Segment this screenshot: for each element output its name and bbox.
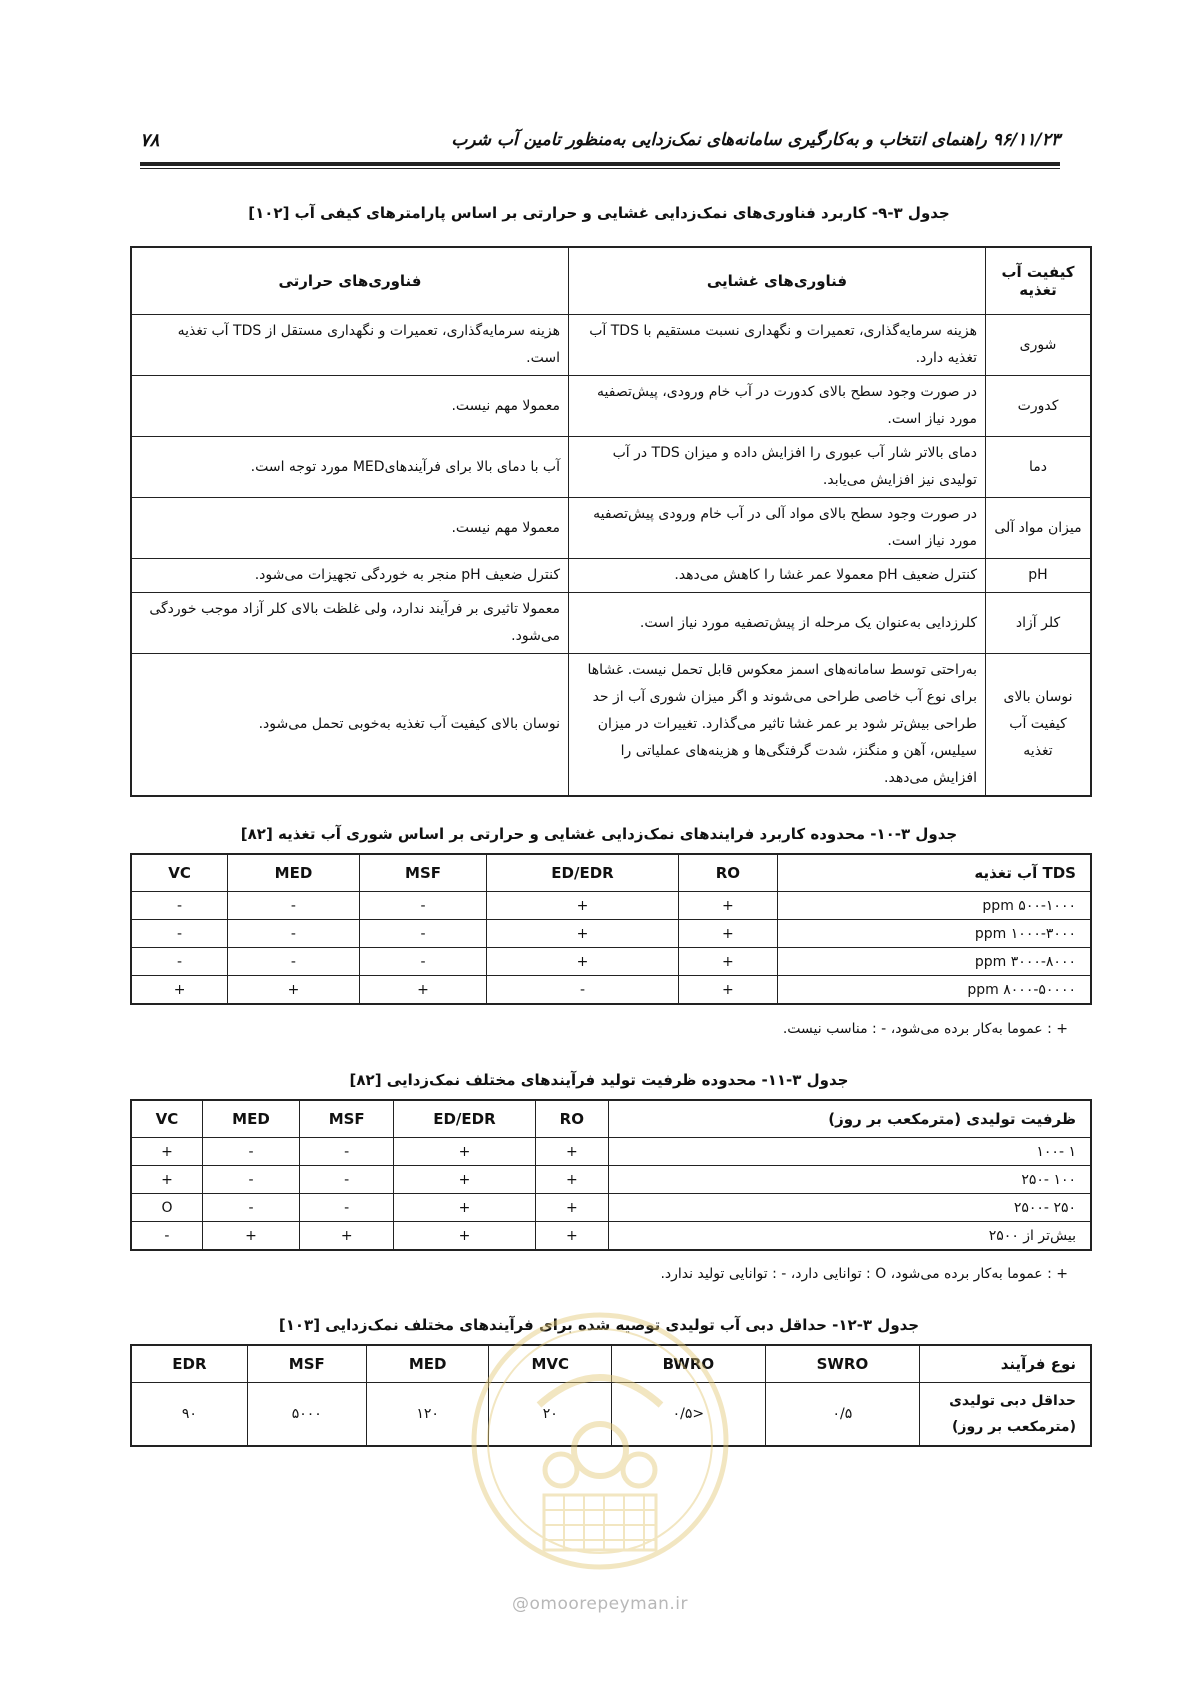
table9-cell-thermal: معمولا مهم نیست. xyxy=(131,498,569,559)
table9-cell-thermal: معمولا مهم نیست. xyxy=(131,376,569,437)
table11-cell: - xyxy=(300,1194,394,1222)
table10-cell: + xyxy=(678,948,777,976)
table12-caption: جدول ۳-۱۲- حداقل دبی آب تولیدی توصیه شده برای فرآیندهای مختلف نمک‌زدایی [۱۰۳] xyxy=(278,1316,920,1334)
table9-cell-quality: میزان مواد آلی xyxy=(986,498,1092,559)
table-row xyxy=(131,498,1091,559)
table11-cell: + xyxy=(300,1222,394,1251)
table12-header-cell: SWRO xyxy=(765,1345,919,1383)
table9-cell-quality: شوری xyxy=(986,315,1092,376)
table11-cell: + xyxy=(394,1222,535,1251)
table10-cell: ۱۰۰۰-۳۰۰۰ ppm xyxy=(778,920,1091,948)
table9-cell-membrane: کلرزدایی به‌عنوان یک مرحله از پیش‌تصفیه مورد نیاز است. xyxy=(569,593,986,654)
table10-cell: - xyxy=(359,920,487,948)
table12-header-cell: MSF xyxy=(247,1345,366,1383)
table11-cell: + xyxy=(394,1166,535,1194)
table-row xyxy=(131,1166,1091,1194)
table-row xyxy=(131,593,1091,654)
table9-header-row xyxy=(131,247,1091,315)
table9-header-thermal: فناوری‌های حرارتی xyxy=(131,247,569,315)
table11-header-cell: RO xyxy=(535,1100,608,1138)
table10-cell: - xyxy=(228,948,360,976)
table9-cell-quality: pH xyxy=(986,559,1092,593)
table10-cell: ۸۰۰۰-۵۰۰۰۰ ppm xyxy=(778,976,1091,1005)
table12-cell: ۱۲۰ xyxy=(366,1383,489,1447)
table-row xyxy=(131,948,1091,976)
table10-cell: - xyxy=(359,948,487,976)
table10-header-row xyxy=(131,854,1091,892)
table11-cell: + xyxy=(535,1194,608,1222)
table11-header-cell: ED/EDR xyxy=(394,1100,535,1138)
table11-note: + : عموما به‌کار برده می‌شود، O : توانایی دارد، - : توانایی تولید ندارد. xyxy=(660,1266,1068,1282)
table11-cell: + xyxy=(394,1138,535,1166)
table12-cell: ۲۰ xyxy=(489,1383,612,1447)
table12-header-cell: نوع فرآیند xyxy=(920,1345,1092,1383)
table9-cell-quality: کدورت xyxy=(986,376,1092,437)
table10-cell: + xyxy=(487,948,678,976)
table-row xyxy=(131,1138,1091,1166)
table11-cell: + xyxy=(394,1194,535,1222)
table10-cell: + xyxy=(487,920,678,948)
table12-header-cell: EDR xyxy=(131,1345,247,1383)
table9-header-quality: کیفیت آب تغذیه xyxy=(986,247,1092,315)
table-row xyxy=(131,376,1091,437)
table11-cell: O xyxy=(131,1194,202,1222)
table10-cell: - xyxy=(359,892,487,920)
table10-cell: + xyxy=(678,976,777,1005)
table12-cell: ۰/۵ xyxy=(765,1383,919,1447)
table10-caption: جدول ۳-۱۰- محدوده کاربرد فرایندهای نمک‌زدایی غشایی و حرارتی بر اساس شوری آب تغذیه [۸۲] xyxy=(240,825,958,843)
table-row xyxy=(131,976,1091,1005)
table10-header-cell: VC xyxy=(131,854,228,892)
table12-cell: ۵۰۰۰ xyxy=(247,1383,366,1447)
table11-cell: ۲۵۰ -۲۵۰۰ xyxy=(609,1194,1091,1222)
running-header xyxy=(140,130,1060,166)
table9-cell-quality: نوسان بالای کیفیت آب تغذیه xyxy=(986,654,1092,797)
table11-cell: + xyxy=(535,1222,608,1251)
table10-cell: + xyxy=(359,976,487,1005)
table9-cell-membrane: در صورت وجود سطح بالای کدورت در آب خام ورودی، پیش‌تصفیه مورد نیاز است. xyxy=(569,376,986,437)
table11-cell: + xyxy=(131,1138,202,1166)
table11-cell: + xyxy=(202,1222,299,1251)
header-rule-thin xyxy=(140,168,1060,169)
table11-cell: + xyxy=(535,1138,608,1166)
table9-header-membrane: فناوری‌های غشایی xyxy=(569,247,986,315)
table10-cell: + xyxy=(131,976,228,1005)
table9-cell-membrane: هزینه سرمایه‌گذاری، تعمیرات و نگهداری نسبت مستقیم با TDS آب تغذیه دارد. xyxy=(569,315,986,376)
table10-header-cell: ED/EDR xyxy=(487,854,678,892)
table10 xyxy=(130,853,1092,1005)
table-row xyxy=(131,1194,1091,1222)
table9-cell-thermal: آب با دمای بالا برای فرآیندهایMED مورد توجه است. xyxy=(131,437,569,498)
table9-cell-thermal: نوسان بالای کیفیت آب تغذیه به‌خوبی تحمل می‌شود. xyxy=(131,654,569,797)
table-row xyxy=(131,920,1091,948)
table11-cell: - xyxy=(131,1222,202,1251)
table-row xyxy=(131,1222,1091,1251)
table10-cell: + xyxy=(678,892,777,920)
table10-cell: + xyxy=(228,976,360,1005)
table9-cell-quality: دما xyxy=(986,437,1092,498)
watermark-text: @omoorepeyman.ir xyxy=(511,1594,689,1614)
table11-header-cell: VC xyxy=(131,1100,202,1138)
table9-cell-thermal: هزینه سرمایه‌گذاری، تعمیرات و نگهداری مستقل از TDS آب تغذیه است. xyxy=(131,315,569,376)
table11-cell: - xyxy=(300,1138,394,1166)
table11-header-cell: ظرفیت تولیدی (مترمکعب بر روز) xyxy=(609,1100,1091,1138)
table12-header-cell: BWRO xyxy=(612,1345,766,1383)
table9-cell-membrane: در صورت وجود سطح بالای مواد آلی در آب خام ورودی پیش‌تصفیه مورد نیاز است. xyxy=(569,498,986,559)
table12-cell: ۹۰ xyxy=(131,1383,247,1447)
table11-cell: ۱۰۰ -۲۵۰ xyxy=(609,1166,1091,1194)
table11-cell: بیش‌تر از ۲۵۰۰ xyxy=(609,1222,1091,1251)
table9-cell-thermal: معمولا تاثیری بر فرآیند ندارد، ولی غلظت بالای کلر آزاد موجب خوردگی می‌شود. xyxy=(131,593,569,654)
table12-header-cell: MED xyxy=(366,1345,489,1383)
table9-cell-quality: کلر آزاد xyxy=(986,593,1092,654)
table9-cell-thermal: کنترل ضعیف pH منجر به خوردگی تجهیزات می‌شود. xyxy=(131,559,569,593)
table11-header-row xyxy=(131,1100,1091,1138)
table10-cell: - xyxy=(487,976,678,1005)
table10-cell: - xyxy=(228,892,360,920)
table-row xyxy=(131,315,1091,376)
table10-cell: + xyxy=(678,920,777,948)
table11-header-cell: MSF xyxy=(300,1100,394,1138)
table10-header-cell: MSF xyxy=(359,854,487,892)
table11-cell: ۱ -۱۰۰ xyxy=(609,1138,1091,1166)
table9-caption: جدول ۳-۹- کاربرد فناوری‌های نمک‌زدایی غشایی و حرارتی بر اساس پارامترهای کیفی آب [۱۰۲] xyxy=(248,204,950,222)
table11-cell: + xyxy=(535,1166,608,1194)
table11-cell: - xyxy=(202,1194,299,1222)
table11-cell: + xyxy=(131,1166,202,1194)
table11-cell: - xyxy=(300,1166,394,1194)
table12-row-label: حداقل دبی تولیدی (مترمکعب بر روز) xyxy=(920,1383,1092,1447)
table9-cell-membrane: کنترل ضعیف pH معمولا عمر غشا را کاهش می‌دهد. xyxy=(569,559,986,593)
table10-cell: - xyxy=(228,920,360,948)
table11-caption: جدول ۳-۱۱- محدوده ظرفیت تولید فرآیندهای مختلف نمک‌زدایی [۸۲] xyxy=(349,1071,849,1089)
table9-cell-membrane: دمای بالاتر شار آب عبوری را افزایش داده و میزان TDS در آب تولیدی نیز افزایش می‌یابد. xyxy=(569,437,986,498)
table10-header-cell: TDS آب تغذیه xyxy=(778,854,1091,892)
table10-note: + : عموما به‌کار برده می‌شود، - : مناسب نیست. xyxy=(782,1021,1068,1037)
table12-cell: <۰/۵ xyxy=(612,1383,766,1447)
table9-cell-membrane: به‌راحتی توسط سامانه‌های اسمز معکوس قابل تحمل نیست. غشاها برای نوع آب خاصی طراحی می‌شوند و اگر میزان شوری آب از حد طراحی بیش‌تر شود بر عمر غشا تاثیر می‌گذارد. تغییرات در میزان سیلیس، آهن و منگنز، شدت گرفتگی‌ها و هزینه‌های عملیاتی را افزایش می‌دهد. xyxy=(569,654,986,797)
table10-cell: ۵۰۰-۱۰۰۰ ppm xyxy=(778,892,1091,920)
table10-cell: ۳۰۰۰-۸۰۰۰ ppm xyxy=(778,948,1091,976)
table10-header-cell: RO xyxy=(678,854,777,892)
table-row xyxy=(131,437,1091,498)
table10-cell: - xyxy=(131,920,228,948)
table12-header-cell: MVC xyxy=(489,1345,612,1383)
table11-cell: - xyxy=(202,1138,299,1166)
page-number: ۷۸ xyxy=(140,130,160,151)
table9 xyxy=(130,246,1092,797)
table11-cell: - xyxy=(202,1166,299,1194)
table-row xyxy=(131,654,1091,797)
table-row xyxy=(131,559,1091,593)
header-title: ۹۶/۱۱/۲۳ راهنمای انتخاب و به‌کارگیری سامانه‌های نمک‌زدایی به‌منظور تامین آب شرب xyxy=(451,130,1060,150)
watermark-seal-icon xyxy=(469,1310,731,1572)
table10-cell: - xyxy=(131,892,228,920)
table10-cell: - xyxy=(131,948,228,976)
table11-header-cell: MED xyxy=(202,1100,299,1138)
table10-header-cell: MED xyxy=(228,854,360,892)
table11 xyxy=(130,1099,1092,1251)
table10-cell: + xyxy=(487,892,678,920)
header-rule-thick xyxy=(140,162,1060,166)
table-row xyxy=(131,892,1091,920)
